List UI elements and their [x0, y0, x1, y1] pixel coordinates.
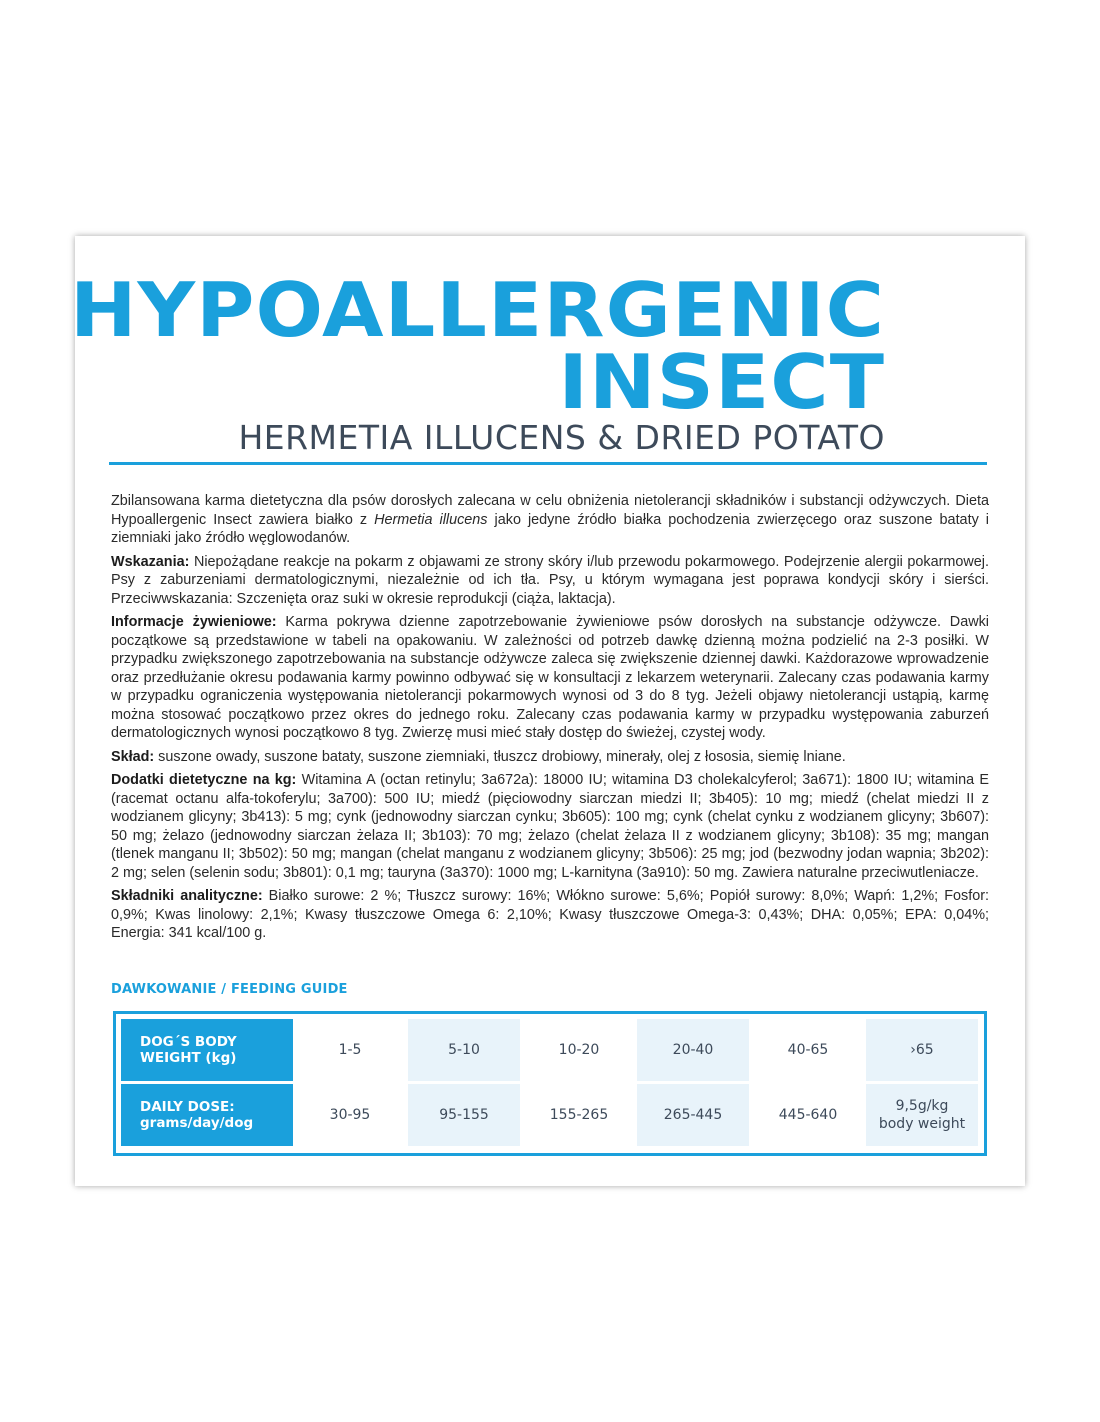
title-block [69, 266, 885, 458]
dose-header-line1: DAILY DOSE: [140, 1099, 235, 1115]
intro-text-2: jako jedyne źródło białka pochodzenia zwierzęcego oraz suszone bataty i ziemniaki jako źródło węglowodanów. [111, 511, 989, 546]
composition-text: suszone owady, suszone bataty, suszone ziemniaki, tłuszcz drobiowy, minerały, olej z łososia, siemię lniane. [154, 748, 846, 765]
weight-cell: 20-40 [637, 1019, 749, 1081]
dose-header-line2: grams/day/dog [140, 1115, 254, 1131]
weight-header-line1: DOG´S BODY [140, 1034, 237, 1050]
dose-cell: 95-155 [408, 1084, 520, 1146]
product-subtitle: HERMETIA ILLUCENS & DRIED POTATO [238, 418, 885, 457]
intro-paragraph [111, 492, 989, 548]
dose-last-line2: body weight [878, 1116, 966, 1132]
dose-cell: 265-445 [637, 1084, 749, 1146]
intro-text-1: Zbilansowana karma dietetyczna dla psów dorosłych zalecana w celu obniżenia nietolerancji składników i substancji odżywczych. Dieta Hypoallergenic Insect zawiera białko z [111, 493, 989, 528]
dose-last-line1: 9,5g/kg [895, 1098, 949, 1114]
composition-paragraph [111, 748, 989, 767]
nutrition-label: Informacje żywieniowe: [111, 614, 277, 630]
additives-label: Dodatki dietetyczne na kg: [111, 772, 297, 788]
product-title-line2: INSECT [558, 338, 885, 426]
weight-header-line2: WEIGHT (kg) [140, 1050, 237, 1066]
dose-cell: 155-265 [549, 1107, 609, 1123]
dose-cell: 445-640 [778, 1107, 838, 1123]
product-card [69, 236, 1025, 1186]
analytical-paragraph [111, 887, 989, 943]
composition-label: Skład: [111, 748, 155, 765]
intro-italic: Hermetia illucens [374, 511, 488, 528]
nutrition-paragraph [111, 613, 989, 743]
weight-cell: ›65 [866, 1019, 978, 1081]
indications-text: Niepożądane reakcje na pokarm z objawami ze strony skóry i/lub przewodu pokarmowego. Podejrzenie alergii pokarmowej. Psy z zaburzeniami dermatologicznymi, niezależnie od ich tła. Psy, u którym wymagana jest poprawa kondycji skóry i sierści. Przeciwwskazania: Szczenięta oraz suki w okresie reprodukcji (ciąża, laktacja). [111, 553, 989, 607]
analytical-text: Białko surowe: 2 %; Tłuszcz surowy: 16%; Włókno surowe: 5,6%; Popiół surowy: 8,0%; Wapń: 1,2%; Fosfor: 0,9%; Kwas linolowy: 2,1%; Kwasy tłuszczowe Omega 6: 2,10%; Kwasy tłuszczowe Omega-3: 0,43%; DHA: 0,05%; EPA: 0,04%; Energia: 341 kcal/100 g. [111, 888, 990, 941]
nutrition-text: Karma pokrywa dzienne zapotrzebowanie żywieniowe psów dorosłych na substancje odżywcze. Dawki początkowe są przedstawione w tabeli na opakowaniu. W zależności od potrzeb dawkę dzienną można podzielić na 2-3 posiłki. W przypadku zwiększonego zapotrzebowania na substancje odżywcze zaleca się zwiększenie dziennej dawki. Każdorazowe wprowadzenie oraz przedłużanie okresu podawania karmy powinno odbywać się w konsultacji z lekarzem weterynarii. Zalecany czas podawania karmy w przypadku ograniczenia występowania nietolerancji pokarmowych wynosi od 3 do 8 tyg. Jeżeli objawy nietolerancji ustąpią, karmę można stosować początkowo przez okres do jednego roku. Zalecany czas podawania karmy w przypadku występowania zaburzeń dermatologicznych wynosi początkowo 8 tyg. Zwierzę musi mieć stały dostęp do świeżej, czystej wody. [111, 614, 989, 741]
dose-header-cell [121, 1084, 293, 1146]
weight-header-cell [121, 1019, 293, 1081]
feeding-guide-title: DAWKOWANIE / FEEDING GUIDE [111, 982, 348, 997]
weight-cell: 10-20 [558, 1042, 600, 1058]
additives-paragraph [111, 771, 989, 882]
analytical-label: Składniki analityczne: [111, 888, 263, 904]
weight-cell: 1-5 [338, 1042, 362, 1058]
weight-cell: 5-10 [408, 1019, 520, 1081]
product-title-line1: HYPOALLERGENIC [69, 266, 885, 354]
title-divider [109, 462, 987, 465]
indications-paragraph [111, 553, 989, 609]
dose-cell-last [866, 1084, 978, 1146]
description-text [111, 492, 989, 948]
feeding-table [113, 1011, 987, 1156]
weight-cell: 40-65 [787, 1042, 829, 1058]
additives-text: Witamina A (octan retinylu; 3a672a): 18000 IU; witamina D3 cholekalcyferol; 3a671): 1800 IU; witamina E (racemat octanu alfa-tokoferylu; 3a700): 500 IU; miedź (pięciowodny siarczan miedzi II; 3b405): 10 mg; miedź (chelat miedzi II z wodzianem glicyny; 3b413): 5 mg; cynk (jednowodny siarczan cynku; 3b605): 100 mg; cynk (chelat cynku z wodzianem glicyny; 3b607): 50 mg; żelazo (jednowodny siarczan żelaza II; 3b103): 70 mg; żelazo (chelat żelaza II z wodzianem glicyny; 3b108): 35 mg; mangan (tlenek manganu II; 3b502): 50 mg; mangan (chelat manganu z wodzianem glicyny; 3b506): 25 mg; jod (bezwodny jodan wapnia; 3b202): 2 mg; selen (selenin sodu; 3b801): 0,1 mg; tauryna (3a370): 1000 mg; L-karnityna (3a910): 50 mg. Zawiera naturalne przeciwutleniacze. [111, 772, 989, 881]
dose-cell: 30-95 [329, 1107, 371, 1123]
indications-label: Wskazania: [111, 553, 190, 570]
